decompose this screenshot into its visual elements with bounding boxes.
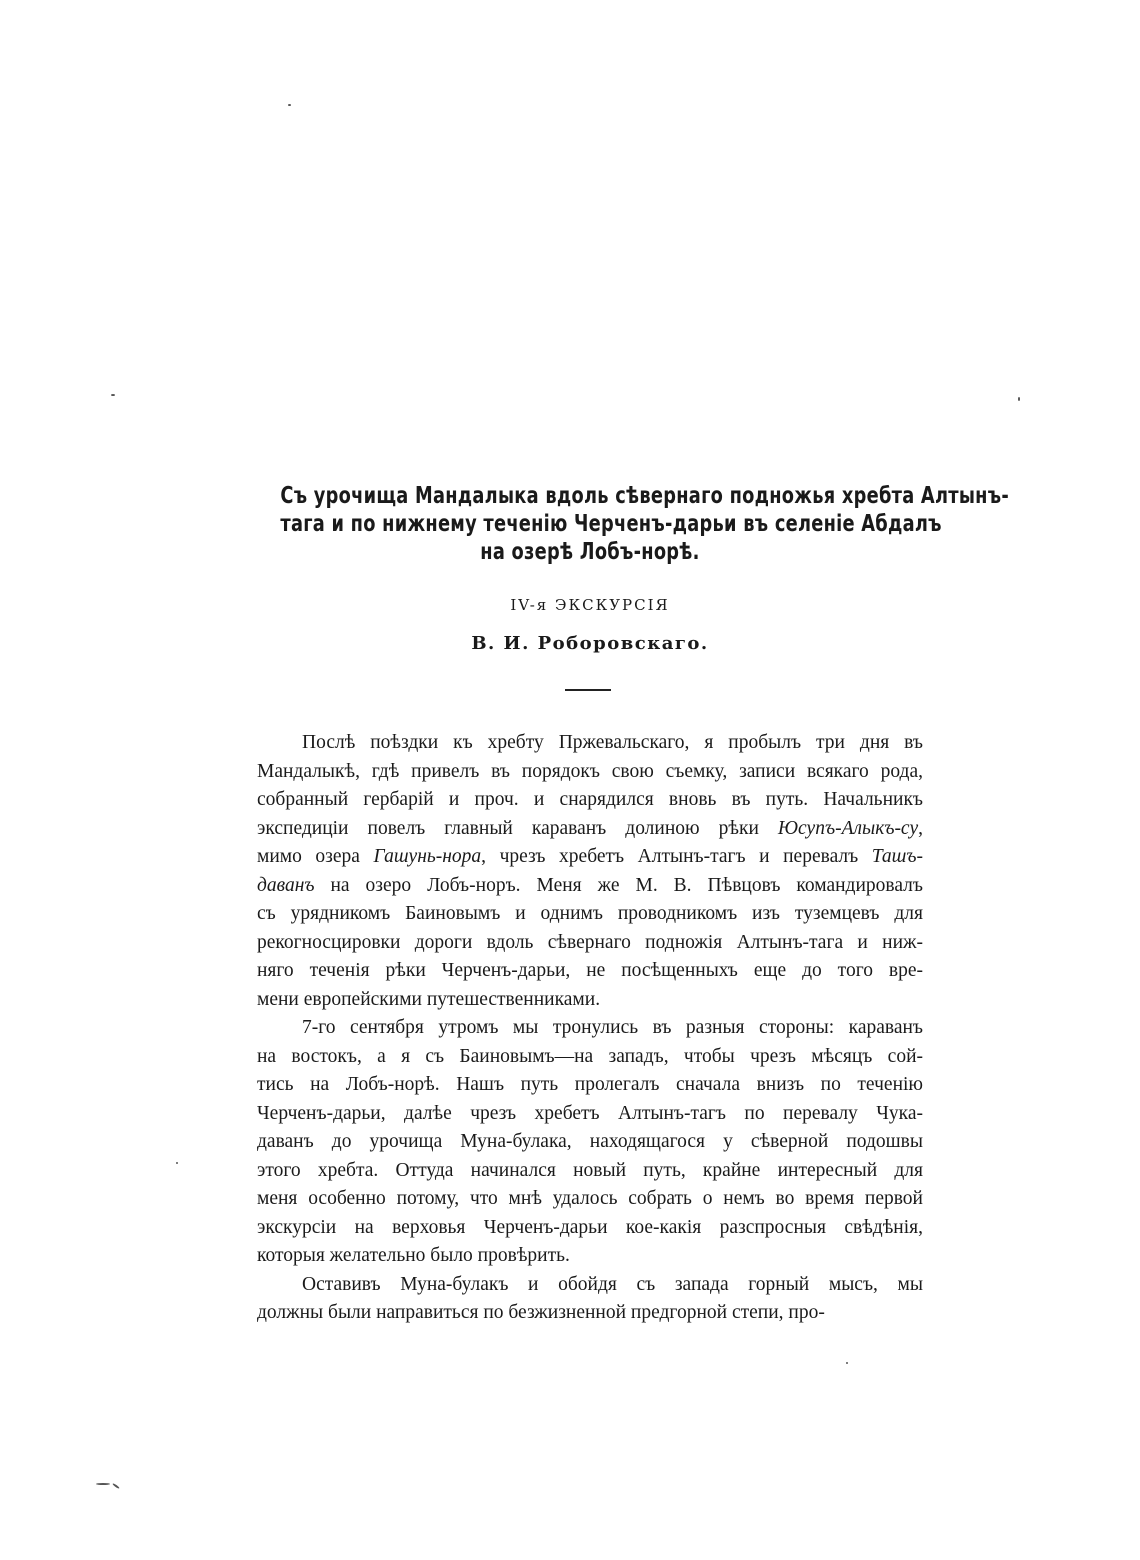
article-title [230, 482, 1010, 566]
title-line-1: Съ урочища Мандалыка вдоль сѣвернаго подножья хребта Алтынъ- [280, 483, 1010, 509]
text-line: должны были направиться по безжизненной предгорной степи, про- [257, 1302, 825, 1323]
body-text [257, 729, 923, 1328]
text-line: няго теченія рѣки Черченъ-дарьи, не посѣщенныхъ еще до того вре- [257, 960, 923, 981]
text-line: этого хребта. Оттуда начинался новый путь, крайне интересный для [257, 1159, 923, 1181]
text-line: на востокъ, а я съ Баиновымъ—на западъ, чтобы чрезъ мѣсяцъ сой- [257, 1045, 923, 1067]
text-line: Мандалыкѣ, гдѣ привелъ въ порядокъ свою съемку, записи всякаго рода, [257, 760, 923, 782]
paragraph-1 [257, 729, 923, 1014]
scan-speck [1018, 397, 1020, 401]
text-line: которыя желательно было провѣрить. [257, 1245, 570, 1266]
scan-speck [288, 104, 291, 106]
text-line: 7-го сентября утромъ мы тронулись въ разныя стороны: караванъ [302, 1017, 923, 1038]
text-line: Черченъ-дарьи, далѣе чрезъ хребетъ Алтынъ-тагъ по перевалу Чука- [257, 1102, 923, 1124]
text-line: собранный гербарій и проч. и снарядился вновь въ путь. Начальникъ [257, 789, 923, 810]
divider-rule [565, 689, 611, 691]
scan-speck [96, 1483, 110, 1485]
text-line: Оставивъ Муна-булакъ и обойдя съ запада горный мысъ, мы [302, 1273, 923, 1295]
text-line: даванъ до урочища Муна-булака, находящагося у сѣверной подошвы [257, 1131, 923, 1152]
author-name: В. И. Роборовскаго. [471, 633, 709, 654]
text-line: мени европейскими путешественниками. [257, 988, 601, 1010]
scan-speck [112, 1483, 120, 1489]
scan-speck [111, 394, 115, 396]
text-line: съ урядникомъ Баиновымъ и однимъ проводникомъ изъ туземцевъ для [257, 903, 923, 924]
paragraph-2 [257, 1014, 923, 1271]
text-line: экспедиціи повелъ главный караванъ долиною рѣки Юсупъ-Алыкъ-су, [257, 817, 923, 839]
title-line-2: тага и по нижнему теченію Черченъ-дарьи въ селеніе Абдалъ [280, 511, 942, 537]
text-line: рекогносцировки дороги вдоль сѣвернаго подножія Алтынъ-тага и ниж- [257, 931, 923, 953]
text-line: мимо озера Гашунь-нора, чрезъ хребетъ Алтынъ-тагъ и перевалъ Ташъ- [257, 846, 923, 867]
text-line: экскурсіи на верховья Черченъ-дарьи кое-какія разспросныя свѣдѣнія, [257, 1216, 923, 1238]
title-line-3: на озерѣ Лобъ-норѣ. [480, 539, 700, 565]
scan-speck [176, 1162, 178, 1164]
paragraph-3 [257, 1271, 923, 1328]
scan-speck [846, 1362, 848, 1364]
text-line: Послѣ поѣздки къ хребту Пржевальскаго, я пробылъ три дня въ [302, 732, 923, 753]
text-line: меня особенно потому, что мнѣ удалось собрать о немъ во время первой [257, 1188, 923, 1209]
excursion-subtitle: IV-я ЭКСКУРСІЯ [510, 596, 670, 614]
text-line: даванъ на озеро Лобъ-норъ. Меня же М. В. Пѣвцовъ командировалъ [257, 874, 923, 896]
text-line: тись на Лобъ-норѣ. Нашъ путь пролегалъ сначала внизъ по теченію [257, 1074, 923, 1095]
